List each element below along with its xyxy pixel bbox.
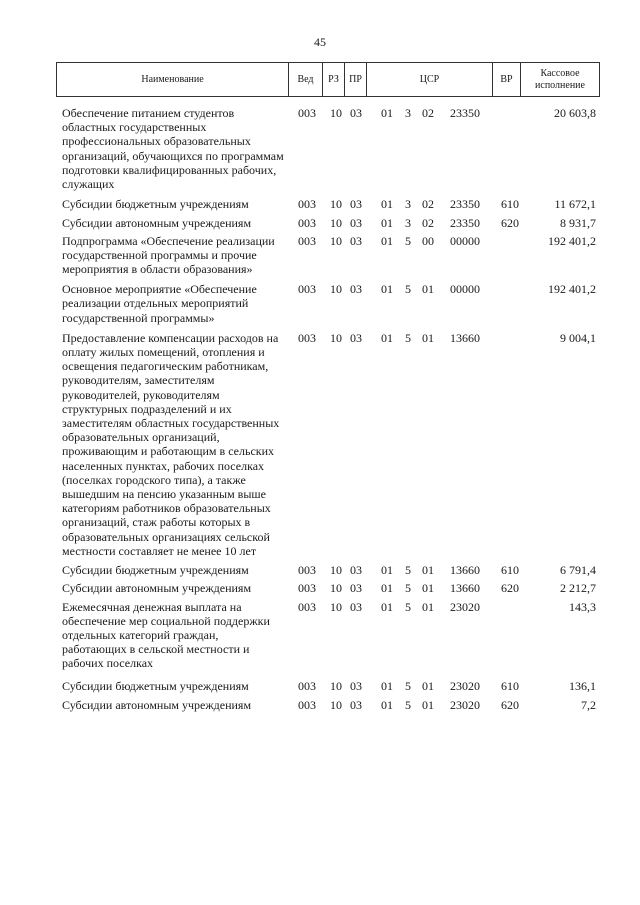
row-csr-subprogram: 5 <box>405 282 411 297</box>
row-name: Субсидии бюджетным учреждениям <box>62 197 249 212</box>
row-csr-program: 01 <box>381 563 393 578</box>
row-rz: 10 <box>330 697 342 712</box>
row-csr-program: 01 <box>381 233 393 248</box>
row-name: Субсидии автономным учреждениям <box>62 697 252 712</box>
table-row <box>56 581 600 595</box>
row-csr-program: 01 <box>381 106 393 120</box>
table-row <box>56 216 600 230</box>
row-vr: 620 <box>501 216 519 231</box>
row-csr-direction: 13660 <box>450 563 480 578</box>
row-amount: 9 004,1 <box>560 330 596 345</box>
row-ved: 003 <box>298 563 316 578</box>
row-amount: 20 603,8 <box>554 106 596 120</box>
row-vr: 610 <box>501 197 519 212</box>
row-csr-program: 01 <box>381 678 393 693</box>
row-pr: 03 <box>350 581 362 596</box>
row-pr: 03 <box>350 233 362 248</box>
header-vr: ВР <box>493 63 521 96</box>
row-amount: 2 212,7 <box>560 581 596 596</box>
row-csr-program: 01 <box>381 330 393 345</box>
row-csr-subprogram: 5 <box>405 563 411 578</box>
table-header <box>56 62 600 97</box>
row-rz: 10 <box>330 599 342 614</box>
row-csr-event: 00 <box>422 233 434 248</box>
row-ved: 003 <box>298 330 316 345</box>
row-name: Ежемесячная денежная выплата на обеспечение мер социальной поддержки отдельных категорий граждан, работающих в сельской местности и рабочих поселках <box>62 599 270 671</box>
row-amount: 143,3 <box>569 599 596 614</box>
row-pr: 03 <box>350 599 362 614</box>
row-pr: 03 <box>350 678 362 693</box>
row-csr-program: 01 <box>381 282 393 297</box>
row-vr: 620 <box>501 697 519 712</box>
row-csr-event: 01 <box>422 282 434 297</box>
row-ved: 003 <box>298 678 316 693</box>
row-csr-event: 01 <box>422 599 434 614</box>
row-csr-event: 02 <box>422 216 434 231</box>
row-csr-direction: 23020 <box>450 697 480 712</box>
row-csr-event: 01 <box>422 697 434 712</box>
row-amount: 8 931,7 <box>560 216 596 231</box>
row-csr-direction: 13660 <box>450 581 480 596</box>
row-csr-subprogram: 5 <box>405 697 411 712</box>
row-csr-event: 01 <box>422 563 434 578</box>
row-csr-event: 02 <box>422 106 434 120</box>
row-amount: 192 401,2 <box>548 282 596 297</box>
row-pr: 03 <box>350 330 362 345</box>
row-amount: 7,2 <box>581 697 596 712</box>
row-pr: 03 <box>350 697 362 712</box>
row-name: Обеспечение питанием студентов областных государственных профессиональных образовательных организаций, обучающихся по программам подготовки квалифицированных рабочих, служащих <box>62 106 284 192</box>
row-rz: 10 <box>330 106 342 120</box>
row-rz: 10 <box>330 581 342 596</box>
row-rz: 10 <box>330 330 342 345</box>
row-name: Субсидии автономным учреждениям <box>62 581 252 596</box>
row-pr: 03 <box>350 563 362 578</box>
row-csr-subprogram: 5 <box>405 233 411 248</box>
row-csr-subprogram: 5 <box>405 599 411 614</box>
page-number: 45 <box>314 35 326 49</box>
row-ved: 003 <box>298 697 316 712</box>
row-ved: 003 <box>298 581 316 596</box>
table-row <box>56 698 600 712</box>
row-amount: 192 401,2 <box>548 233 596 248</box>
row-amount: 11 672,1 <box>554 197 596 212</box>
row-csr-direction: 23350 <box>450 216 480 231</box>
row-csr-subprogram: 5 <box>405 581 411 596</box>
table-row <box>56 600 600 671</box>
row-ved: 003 <box>298 106 316 120</box>
row-pr: 03 <box>350 216 362 231</box>
row-amount: 6 791,4 <box>560 563 596 578</box>
table-row <box>56 197 600 211</box>
row-csr-program: 01 <box>381 216 393 231</box>
row-csr-direction: 23020 <box>450 599 480 614</box>
row-name: Субсидии бюджетным учреждениям <box>62 678 249 693</box>
row-csr-event: 01 <box>422 678 434 693</box>
row-csr-direction: 13660 <box>450 330 480 345</box>
table-row <box>56 234 600 277</box>
row-csr-subprogram: 3 <box>405 197 411 212</box>
row-rz: 10 <box>330 678 342 693</box>
row-csr-program: 01 <box>381 581 393 596</box>
table-body <box>56 106 600 712</box>
row-name: Субсидии бюджетным учреждениям <box>62 563 249 578</box>
row-ved: 003 <box>298 197 316 212</box>
row-pr: 03 <box>350 106 362 120</box>
row-csr-subprogram: 3 <box>405 106 411 120</box>
row-vr: 610 <box>501 678 519 693</box>
row-csr-event: 01 <box>422 581 434 596</box>
row-pr: 03 <box>350 197 362 212</box>
table-row <box>56 331 600 558</box>
row-amount: 136,1 <box>569 678 596 693</box>
row-name: Основное мероприятие «Обеспечение реализации отдельных мероприятий государственной программы» <box>62 282 257 325</box>
row-csr-program: 01 <box>381 599 393 614</box>
row-csr-event: 01 <box>422 330 434 345</box>
row-csr-subprogram: 5 <box>405 678 411 693</box>
row-rz: 10 <box>330 563 342 578</box>
row-name: Подпрограмма «Обеспечение реализации государственной программы и прочие мероприятия в области образования» <box>62 233 275 277</box>
row-csr-subprogram: 3 <box>405 216 411 231</box>
header-rz: РЗ <box>323 63 345 96</box>
header-amount: Кассовое исполнение <box>535 68 585 91</box>
table-row <box>56 563 600 577</box>
row-rz: 10 <box>330 197 342 212</box>
row-rz: 10 <box>330 282 342 297</box>
row-csr-direction: 00000 <box>450 233 480 248</box>
row-name: Субсидии автономным учреждениям <box>62 216 252 231</box>
row-ved: 003 <box>298 216 316 231</box>
row-name: Предоставление компенсации расходов на оплату жилых помещений, отопления и освещения педагогическим работникам, руководителям, заместителям руководителей, руководителям структурных подразделений и их заместителям областных государственных образовательных организаций, проживающим и работающим в сельских населенных пунктах, рабочих поселках (поселках городского типа), а также вышедшим на пенсию указанным выше категориям работников образовательных организаций, стаж работы которых в образовательных организациях сельской местности составляет не менее 10 лет <box>62 330 280 558</box>
table-row <box>56 282 600 325</box>
row-rz: 10 <box>330 233 342 248</box>
row-csr-direction: 23350 <box>450 197 480 212</box>
row-ved: 003 <box>298 233 316 248</box>
row-csr-subprogram: 5 <box>405 330 411 345</box>
row-ved: 003 <box>298 599 316 614</box>
row-csr-direction: 23350 <box>450 106 480 120</box>
header-csr: ЦСР <box>367 63 493 96</box>
header-name: Наименование <box>57 63 289 96</box>
row-csr-event: 02 <box>422 197 434 212</box>
row-rz: 10 <box>330 216 342 231</box>
table-row <box>56 106 600 191</box>
row-vr: 620 <box>501 581 519 596</box>
row-csr-direction: 00000 <box>450 282 480 297</box>
row-ved: 003 <box>298 282 316 297</box>
table-row <box>56 679 600 693</box>
row-pr: 03 <box>350 282 362 297</box>
header-pr: ПР <box>345 63 367 96</box>
row-csr-direction: 23020 <box>450 678 480 693</box>
row-csr-program: 01 <box>381 697 393 712</box>
header-ved: Вед <box>289 63 323 96</box>
row-csr-program: 01 <box>381 197 393 212</box>
row-vr: 610 <box>501 563 519 578</box>
